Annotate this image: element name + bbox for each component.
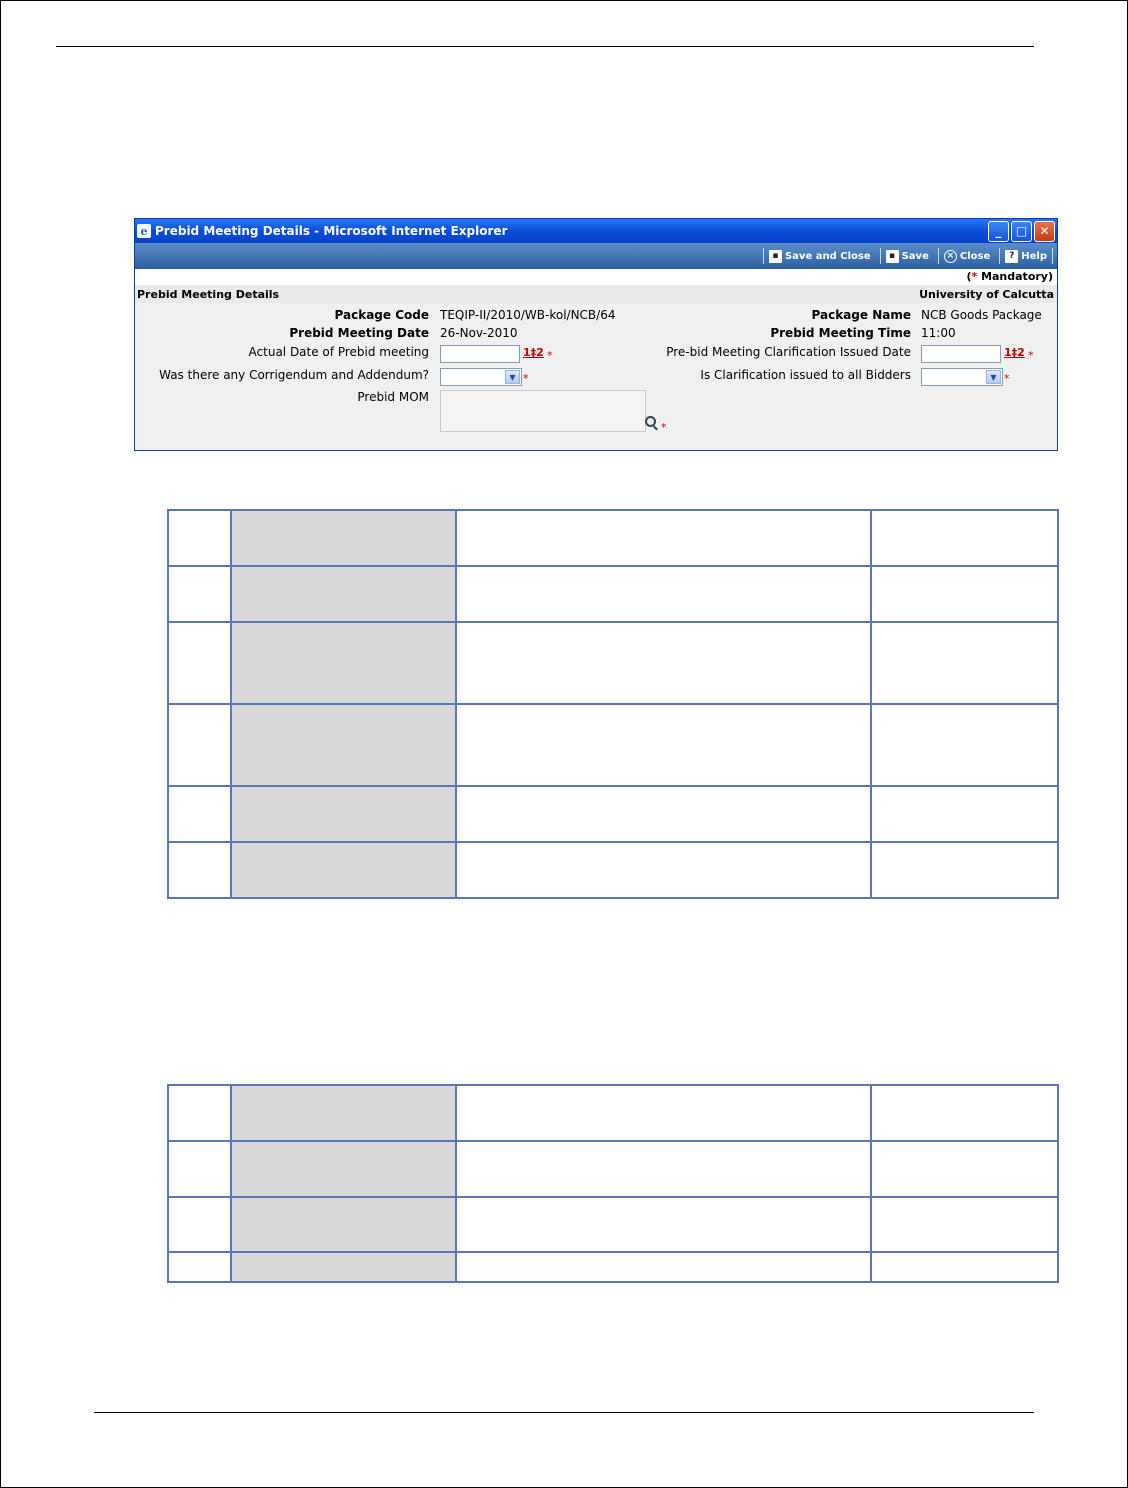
help-button[interactable] xyxy=(999,248,1053,264)
section-header xyxy=(135,285,1057,303)
table-cell xyxy=(871,1197,1058,1252)
table-cell xyxy=(871,1141,1058,1197)
chevron-down-icon-2: ▼ xyxy=(986,370,1001,384)
table-two xyxy=(167,1084,1059,1283)
clarification-all-select[interactable] xyxy=(921,368,1003,386)
table-cell xyxy=(168,842,231,898)
clarification-date-input[interactable] xyxy=(921,345,1001,363)
table-cell xyxy=(231,1197,456,1252)
table-row xyxy=(168,842,1058,898)
table-cell xyxy=(231,704,456,786)
footer-rule xyxy=(94,1412,1034,1413)
mom-label: Prebid MOM xyxy=(357,390,429,404)
clarification-date-label: Pre-bid Meeting Clarification Issued Date xyxy=(666,345,911,359)
table-one xyxy=(167,509,1059,899)
mom-textarea[interactable] xyxy=(440,390,646,432)
table-cell xyxy=(168,1252,231,1282)
toolbar xyxy=(135,243,1057,269)
mandatory-open: ( xyxy=(966,270,972,283)
header-rule xyxy=(56,46,1034,47)
corrigendum-label: Was there any Corrigendum and Addendum? xyxy=(159,368,429,382)
table-cell xyxy=(871,1252,1058,1282)
required-star-4: * xyxy=(1004,372,1010,385)
save-label: Save xyxy=(901,250,929,262)
table-row xyxy=(168,622,1058,704)
table-cell xyxy=(456,1197,871,1252)
chevron-down-icon: ▼ xyxy=(505,370,520,384)
section-title: Prebid Meeting Details xyxy=(137,287,280,301)
calendar-icon-2[interactable]: 1‡2 xyxy=(1004,346,1025,359)
prebid-date-label: Prebid Meeting Date xyxy=(289,326,429,340)
package-code-label: Package Code xyxy=(334,308,429,322)
title-bar xyxy=(135,219,1057,243)
table-row xyxy=(168,704,1058,786)
save-and-close-label: Save and Close xyxy=(784,250,871,262)
table-cell xyxy=(231,1252,456,1282)
save-disk-icon: ▪ xyxy=(769,250,782,263)
table-cell xyxy=(456,566,871,622)
save-and-close-button[interactable] xyxy=(763,248,876,264)
close-window-button[interactable]: ✕ xyxy=(1034,221,1055,242)
table-cell xyxy=(231,510,456,566)
table-cell xyxy=(456,1141,871,1197)
table-cell xyxy=(168,1141,231,1197)
table-cell xyxy=(456,786,871,842)
table-cell xyxy=(168,786,231,842)
table-cell xyxy=(231,1141,456,1197)
table-cell xyxy=(231,622,456,704)
table-row xyxy=(168,510,1058,566)
table-cell xyxy=(871,510,1058,566)
ie-icon: e xyxy=(137,224,151,238)
prebid-time-value: 11:00 xyxy=(921,326,956,340)
table-cell xyxy=(231,566,456,622)
table-row xyxy=(168,1197,1058,1252)
clarification-all-label: Is Clarification issued to all Bidders xyxy=(700,368,911,382)
actual-date-input[interactable] xyxy=(440,345,520,363)
help-label: Help xyxy=(1021,250,1047,262)
corrigendum-select[interactable] xyxy=(440,368,522,386)
help-icon: ? xyxy=(1005,250,1018,263)
required-star-5: * xyxy=(661,421,667,434)
required-star: * xyxy=(547,349,553,362)
close-button[interactable] xyxy=(938,248,995,264)
actual-date-label: Actual Date of Prebid meeting xyxy=(248,345,429,359)
table-row xyxy=(168,1141,1058,1197)
table-cell xyxy=(168,1197,231,1252)
table-cell xyxy=(231,842,456,898)
table-row xyxy=(168,566,1058,622)
package-code-value: TEQIP-II/2010/WB-kol/NCB/64 xyxy=(440,308,616,322)
table-row xyxy=(168,1252,1058,1282)
floppy-icon: ▪ xyxy=(886,250,899,263)
table-cell xyxy=(456,622,871,704)
required-star-3: * xyxy=(523,372,529,385)
table-cell xyxy=(456,842,871,898)
mandatory-note xyxy=(135,269,1057,285)
table-row xyxy=(168,1085,1058,1141)
organization-name: University of Calcutta xyxy=(919,287,1054,301)
table-cell xyxy=(231,1085,456,1141)
package-name-value: NCB Goods Package xyxy=(921,308,1042,322)
mandatory-star: * xyxy=(971,270,978,283)
prebid-date-value: 26-Nov-2010 xyxy=(440,326,518,340)
table-cell xyxy=(168,510,231,566)
minimize-button[interactable]: _ xyxy=(988,221,1009,242)
prebid-time-label: Prebid Meeting Time xyxy=(770,326,911,340)
ie-window xyxy=(134,218,1058,451)
table-cell xyxy=(871,622,1058,704)
table-cell xyxy=(871,1085,1058,1141)
close-label: Close xyxy=(959,250,991,262)
table-cell xyxy=(168,704,231,786)
table-cell xyxy=(871,704,1058,786)
table-cell xyxy=(231,786,456,842)
table-cell xyxy=(168,1085,231,1141)
maximize-button[interactable]: □ xyxy=(1011,221,1032,242)
table-cell xyxy=(168,566,231,622)
window-title: Prebid Meeting Details - Microsoft Internet Explorer xyxy=(155,224,508,238)
close-circle-icon: × xyxy=(944,250,957,263)
table-cell xyxy=(871,842,1058,898)
form-area xyxy=(135,303,1057,451)
required-star-2: * xyxy=(1028,349,1034,362)
table-cell xyxy=(456,510,871,566)
mandatory-text: Mandatory) xyxy=(977,270,1053,283)
table-cell xyxy=(871,786,1058,842)
table-cell xyxy=(456,1252,871,1282)
zoom-icon[interactable] xyxy=(645,416,656,427)
table-row xyxy=(168,786,1058,842)
package-name-label: Package Name xyxy=(811,308,911,322)
table-cell xyxy=(168,622,231,704)
calendar-icon[interactable]: 1‡2 xyxy=(523,346,544,359)
table-cell xyxy=(456,1085,871,1141)
table-cell xyxy=(871,566,1058,622)
table-cell xyxy=(456,704,871,786)
save-button[interactable] xyxy=(880,248,934,264)
